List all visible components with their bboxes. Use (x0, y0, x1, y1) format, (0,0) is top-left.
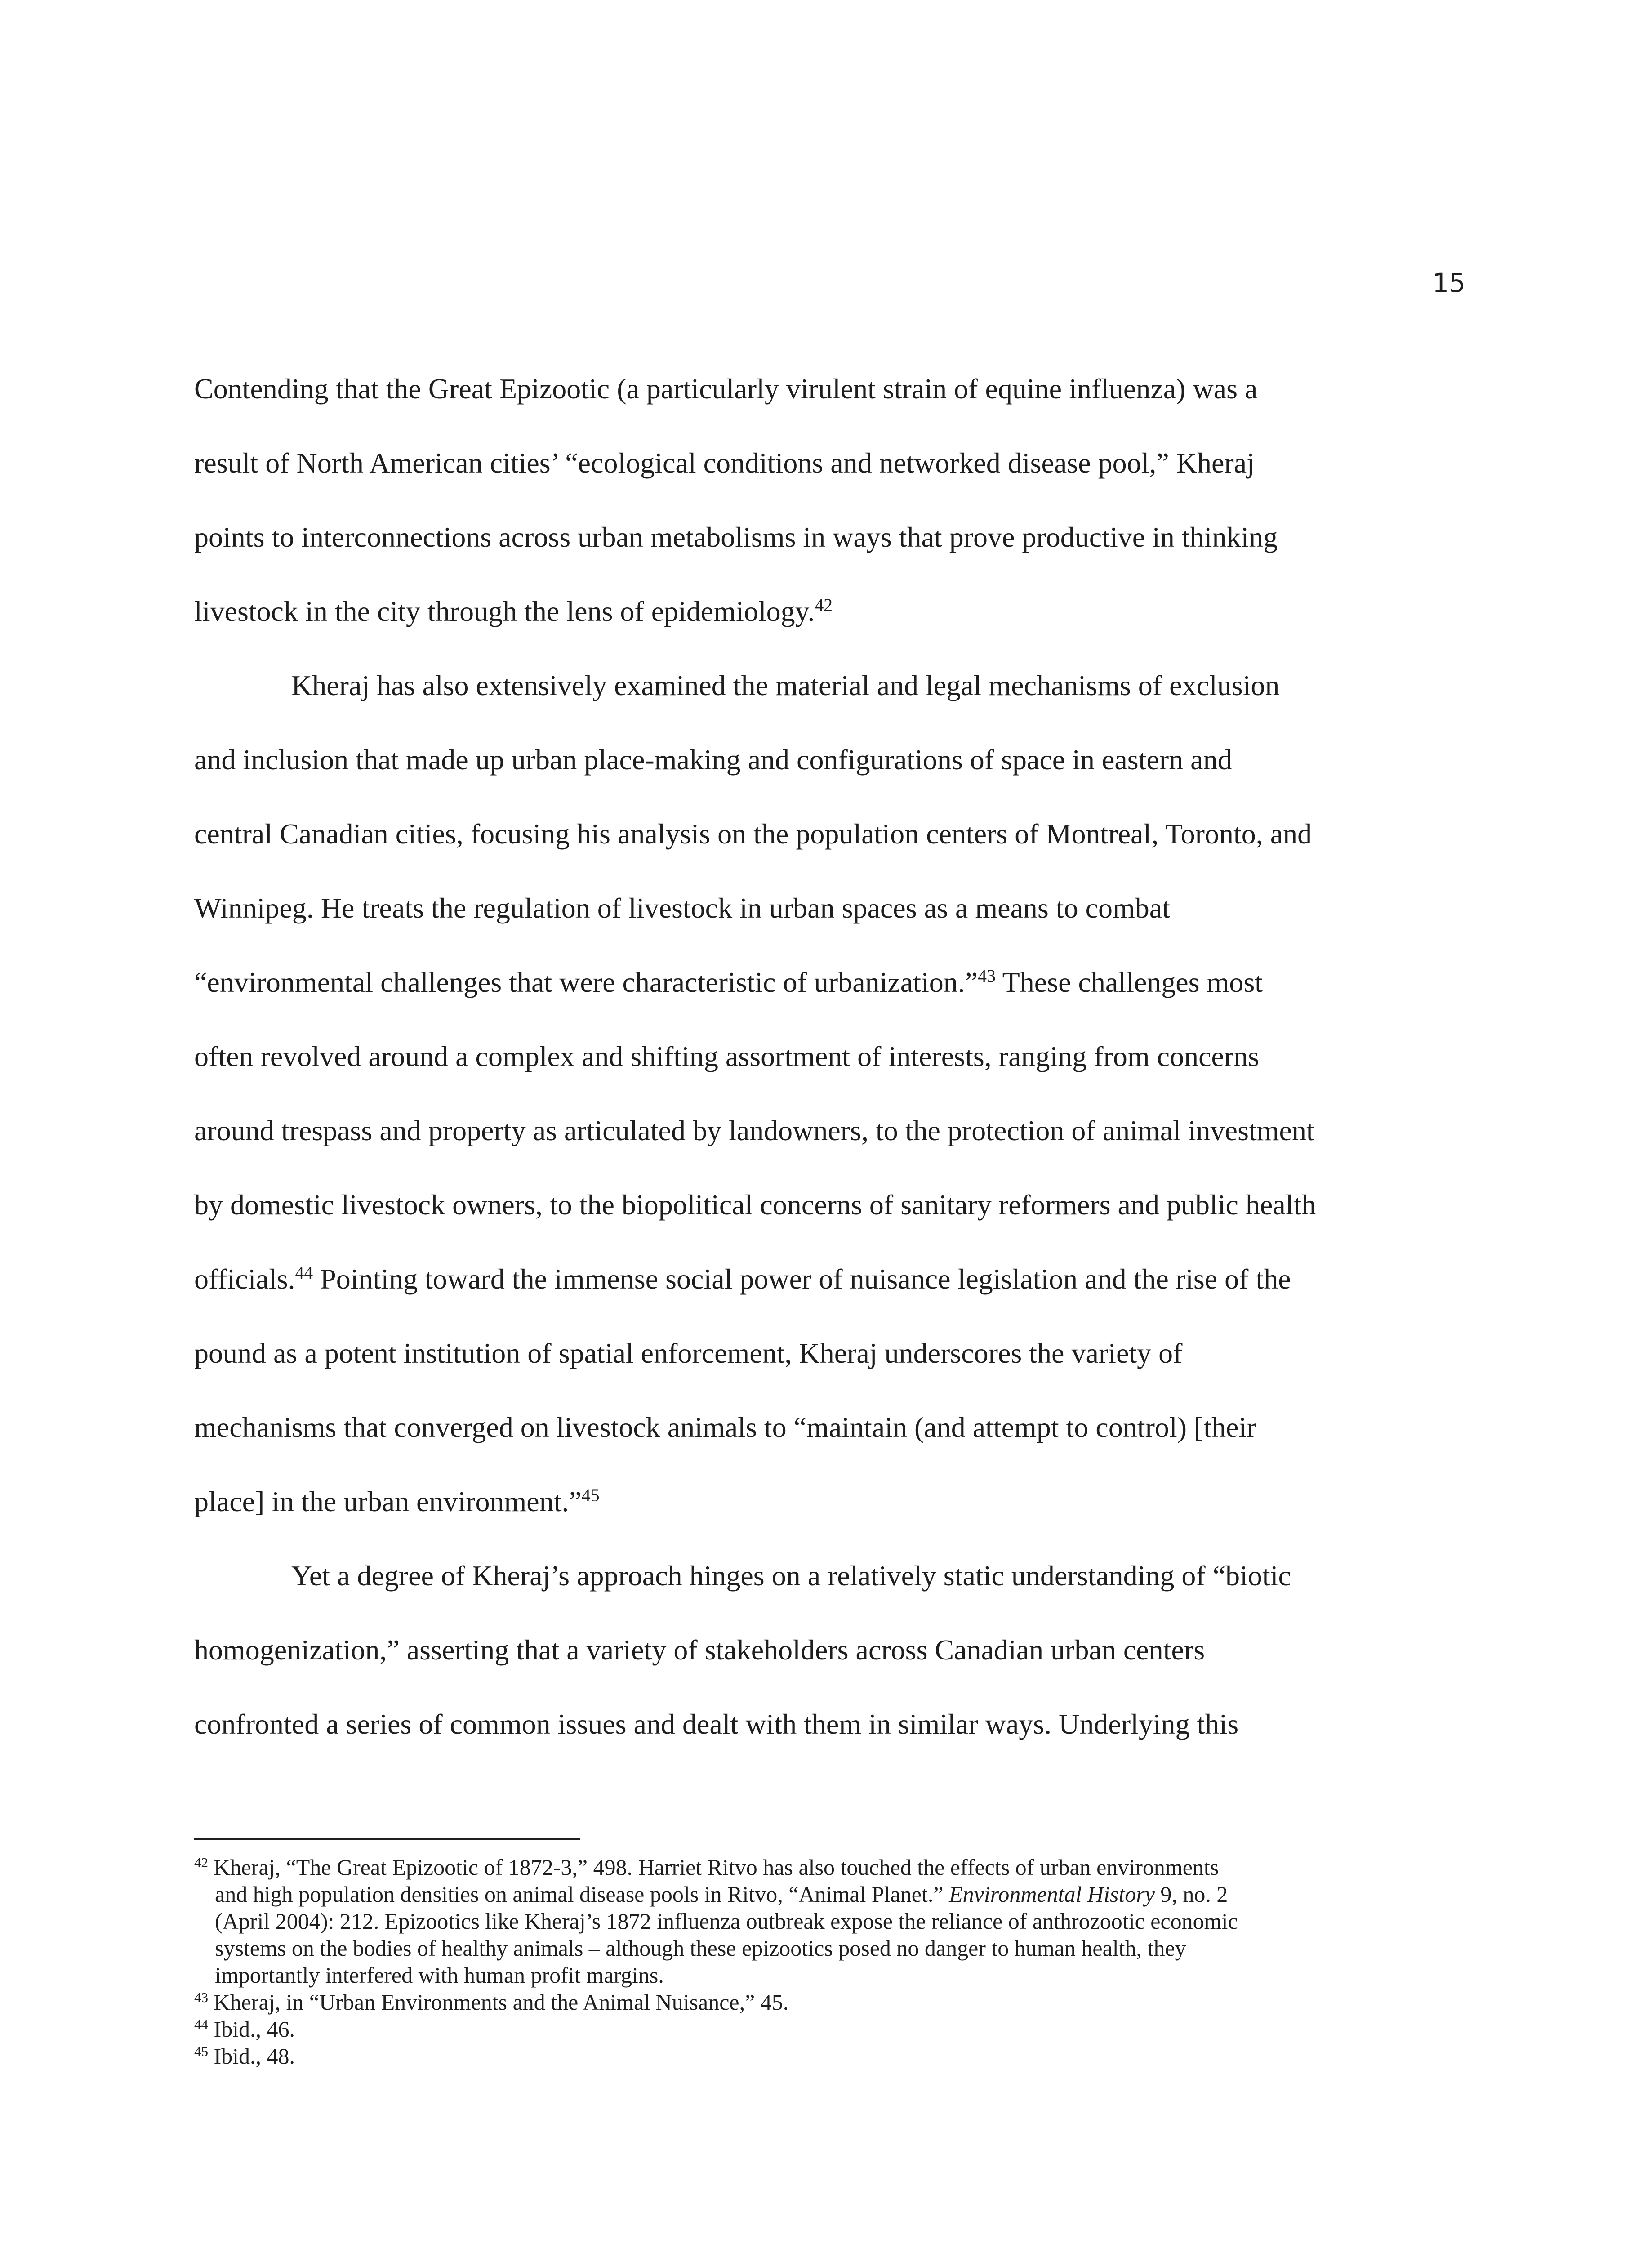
page-number: 15 (1432, 268, 1465, 298)
footnote-42-cont: and high population densities on animal disease pools in Ritvo, “Animal Planet.” Environmental History 9, no. 2 (215, 1882, 1228, 1907)
body-line: and inclusion that made up urban place-making and configurations of space in eastern and (194, 744, 1232, 776)
footnote-separator (194, 1838, 580, 1840)
body-line: points to interconnections across urban metabolisms in ways that prove productive in thinking (194, 521, 1278, 553)
body-line: Yet a degree of Kheraj’s approach hinges on a relatively static understanding of “biotic (291, 1560, 1291, 1592)
footnote-ref-43: 43 (978, 966, 996, 986)
body-line: “environmental challenges that were characteristic of urbanization.”$^{43}$ These challenges most (194, 966, 1263, 998)
body-line: result of North American cities’ “ecological conditions and networked disease pool,” Kheraj (194, 447, 1255, 479)
footnote-43: $^{43}$ Kheraj, in “Urban Environments and the Animal Nuisance,” 45. (194, 1989, 789, 2015)
body-line: mechanisms that converged on livestock animals to “maintain (and attempt to control) [their (194, 1411, 1256, 1443)
body-line: homogenization,” asserting that a variety of stakeholders across Canadian urban centers (194, 1634, 1205, 1666)
footnote-42: $^{42}$ Kheraj, “The Great Epizootic of 1872-3,” 498. Harriet Ritvo has also touched the effects of urban environments (194, 1854, 1219, 1880)
footnote-ref-44: 44 (295, 1263, 313, 1283)
footnote-ref-42: 42 (815, 595, 833, 616)
body-line: livestock in the city through the lens of epidemiology.$^{42}$ (194, 595, 833, 627)
body-line: pound as a potent institution of spatial enforcement, Kheraj underscores the variety of (194, 1337, 1183, 1369)
footnote-42-cont: (April 2004): 212. Epizootics like Kheraj’s 1872 influenza outbreak expose the reliance of anthrozootic economic (215, 1909, 1238, 1934)
body-line: Kheraj has also extensively examined the material and legal mechanisms of exclusion (291, 669, 1280, 701)
body-line: officials.$^{44}$ Pointing toward the immense social power of nuisance legislation and the rise of the (194, 1263, 1291, 1295)
body-line: by domestic livestock owners, to the biopolitical concerns of sanitary reformers and public health (194, 1189, 1316, 1221)
footnote-45: $^{45}$ Ibid., 48. (194, 2043, 295, 2069)
body-line: around trespass and property as articulated by landowners, to the protection of animal investment (194, 1115, 1314, 1146)
body-line: confronted a series of common issues and dealt with them in similar ways. Underlying this (194, 1708, 1239, 1740)
footnote-ref-45: 45 (581, 1485, 600, 1506)
footnote-44: $^{44}$ Ibid., 46. (194, 2016, 295, 2042)
body-line: Winnipeg. He treats the regulation of livestock in urban spaces as a means to combat (194, 892, 1170, 924)
body-line: often revolved around a complex and shifting assortment of interests, ranging from concerns (194, 1040, 1260, 1072)
body-line: place] in the urban environment.”$^{45}$ (194, 1485, 600, 1517)
body-line: central Canadian cities, focusing his analysis on the population centers of Montreal, Toronto, and (194, 818, 1312, 850)
footnote-42-cont: systems on the bodies of healthy animals – although these epizootics posed no danger to human health, they (215, 1936, 1186, 1961)
footnote-42-cont: importantly interfered with human profit margins. (215, 1963, 664, 1988)
body-line: Contending that the Great Epizootic (a particularly virulent strain of equine influenza) was a (194, 373, 1258, 405)
